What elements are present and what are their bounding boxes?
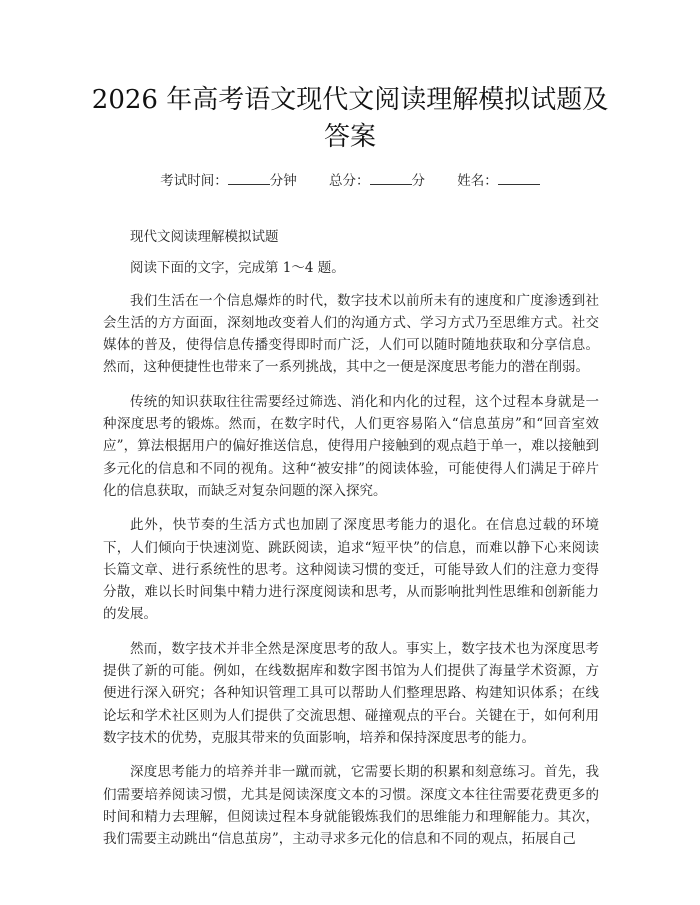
paragraph-3: 此外，快节奏的生活方式也加剧了深度思考能力的退化。在信息过载的环境下，人们倾向于快速浏览、跳跃阅读，追求“短平快”的信息，而难以静下心来阅读长篇文章、进行系统性的思考。这种阅读习惯的变迁，可能导致人们的注意力变得分散，难以长时间集中精力进行深度阅读和思考，从而影响批判性思维和创新能力的发展。 <box>103 517 599 623</box>
section-title: 现代文阅读理解模拟试题 <box>130 229 279 245</box>
score-blank <box>370 172 412 185</box>
score-label: 总分： <box>329 173 370 189</box>
student-name <box>457 173 540 189</box>
time-blank <box>228 172 270 185</box>
total-score <box>329 173 425 189</box>
reading-instruction: 阅读下面的文字，完成第 1～4 题。 <box>130 260 345 277</box>
paragraph-4: 然而，数字技术并非全然是深度思考的敌人。事实上，数字技术也为深度思考提供了新的可能。例如，在线数据库和数字图书馆为人们提供了海量学术资源，方便进行深入研究；各种知识管理工具可以帮助人们整理思路、构建知识体系；在线论坛和学术社区则为人们提供了交流思想、碰撞观点的平台。关键在于，如何利用数字技术的优势，克服其带来的负面影响，培养和保持深度思考的能力。 <box>103 640 599 746</box>
paragraph-1: 我们生活在一个信息爆炸的时代，数字技术以前所未有的速度和广度渗透到社会生活的方方面面，深刻地改变着人们的沟通方式、学习方式乃至思维方式。社交媒体的普及，使得信息传播变得即时而广泛，人们可以随时随地获取和分享信息。然而，这种便捷性也带来了一系列挑战，其中之一便是深度思考能力的潜在削弱。 <box>103 292 599 376</box>
paragraph-2: 传统的知识获取往往需要经过筛选、消化和内化的过程，这个过程本身就是一种深度思考的锻炼。然而，在数字时代，人们更容易陷入“信息茧房”和“回音室效应”，算法根据用户的偏好推送信息，使得用户接触到的观点趋于单一，难以接触到多元化的信息和不同的视角。这种“被安排”的阅读体验，可能使得人们满足于碎片化的信息获取，而缺乏对复杂问题的深入探究。 <box>103 393 599 499</box>
exam-time <box>160 173 297 189</box>
document-title <box>90 82 610 156</box>
title-line-1: 2026 年高考语文现代文阅读理解模拟试题及 <box>91 85 609 115</box>
score-unit: 分 <box>411 173 425 189</box>
document-body <box>103 226 599 862</box>
paragraph-5: 深度思考能力的培养并非一蹴而就，它需要长期的积累和刻意练习。首先，我们需要培养阅读习惯，尤其是阅读深度文本的习惯。深度文本往往需要花费更多的时间和精力去理解，但阅读过程本身就能锻炼我们的思维能力和理解能力。其次，我们需要主动跳出“信息茧房”，主动寻求多元化的信息和不同的观点，拓展自己 <box>103 764 599 848</box>
name-label: 姓名： <box>457 173 498 189</box>
time-label: 考试时间： <box>160 173 228 189</box>
title-line-2: 答案 <box>323 122 376 152</box>
exam-meta-line <box>0 169 700 189</box>
time-unit: 分钟 <box>269 173 297 189</box>
name-blank <box>498 172 540 185</box>
